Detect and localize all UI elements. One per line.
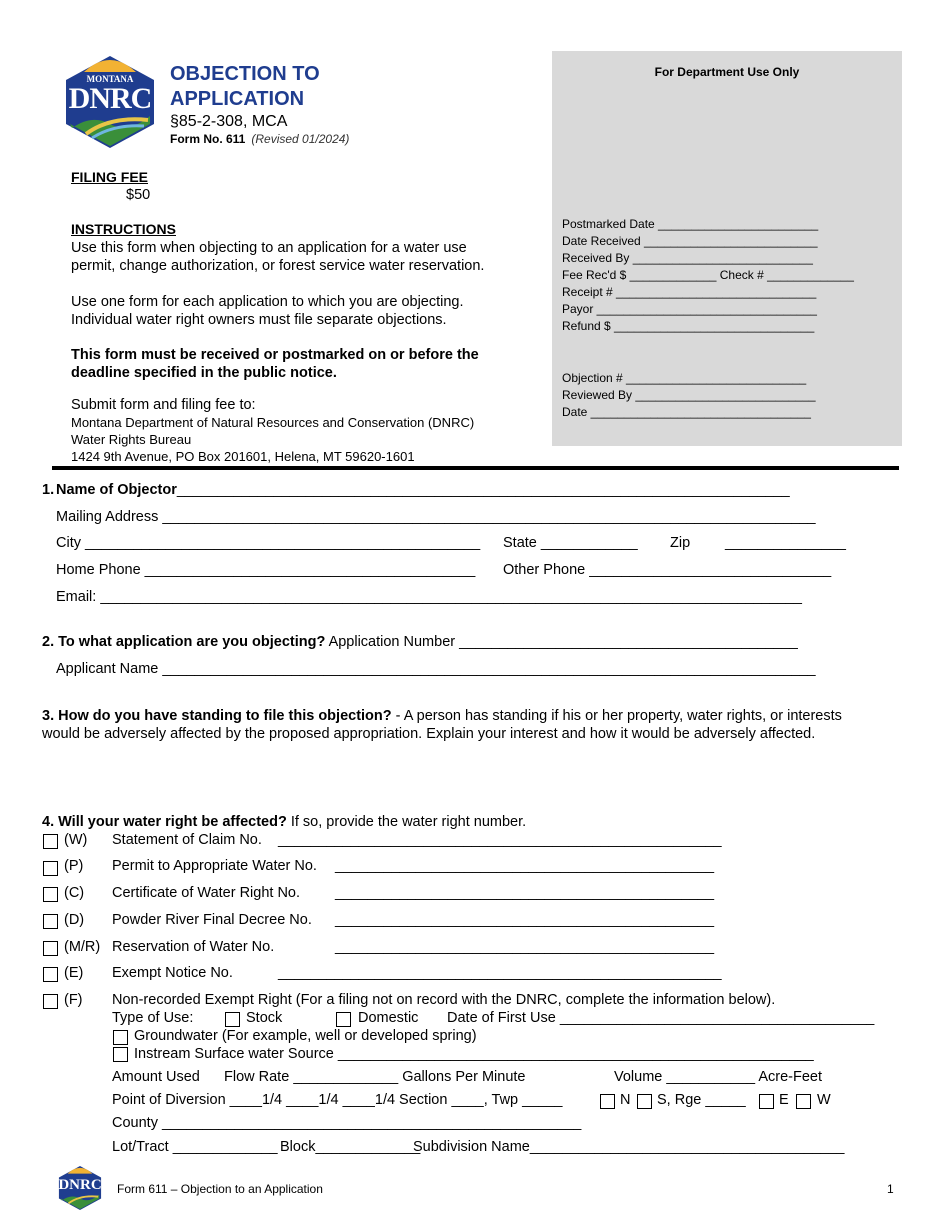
field-statement-of-claim[interactable]: _______________________________________________________: [278, 832, 722, 848]
dept-date-received[interactable]: Date Received __________________________: [562, 234, 818, 248]
application-number-field[interactable]: __________________________________________: [459, 634, 798, 650]
code-e: (E): [64, 965, 84, 981]
checkbox-w[interactable]: [43, 834, 58, 849]
checkbox-f[interactable]: [43, 994, 58, 1009]
groundwater-label: Groundwater (For example, well or developed spring): [134, 1028, 477, 1044]
date-first-use-label: Date of First Use: [447, 1010, 556, 1026]
checkbox-s[interactable]: [637, 1094, 652, 1109]
address-line-2: Water Rights Bureau: [71, 432, 192, 447]
code-w: (W): [64, 832, 88, 848]
state-field[interactable]: ____________: [540, 535, 638, 551]
footer-text: Form 611 – Objection to an Application: [117, 1182, 323, 1196]
mailing-address-block: [71, 414, 474, 465]
checkbox-groundwater[interactable]: [113, 1030, 128, 1045]
checkbox-e[interactable]: [43, 967, 58, 982]
state-label: State: [503, 535, 537, 551]
type-of-use-label: Type of Use:: [112, 1010, 194, 1026]
section-divider: [52, 466, 899, 470]
filing-fee-amount: $50: [126, 187, 151, 203]
instructions-p2: [71, 293, 464, 329]
instructions-p3-line2: deadline specified in the public notice.: [71, 365, 337, 381]
county-field[interactable]: ____________________________________________________: [161, 1115, 582, 1131]
flow-rate-label: Flow Rate: [224, 1069, 290, 1085]
section3-line1: [42, 707, 842, 725]
pod-qq2-field[interactable]: ____: [286, 1092, 319, 1108]
city-field[interactable]: _________________________________________________: [85, 535, 481, 551]
code-p: (P): [64, 858, 84, 874]
instructions-p3-line1: This form must be received or postmarked on or before the: [71, 347, 479, 363]
pod-row: [112, 1092, 562, 1108]
instructions-p3: [71, 346, 479, 382]
city-row: [56, 535, 480, 551]
home-phone-label: Home Phone: [56, 562, 141, 578]
dept-postmarked-date[interactable]: Postmarked Date ________________________: [562, 217, 819, 231]
section1-number: 1.: [42, 482, 55, 498]
subdivision-label: Subdivision Name: [413, 1139, 530, 1155]
dnrc-logo: [62, 54, 158, 150]
pod-label: Point of Diversion: [112, 1092, 226, 1108]
volume-field[interactable]: ___________: [666, 1069, 756, 1085]
dept-received-by[interactable]: Received By ___________________________: [562, 251, 813, 265]
section3-text1: - A person has standing if his or her property, water rights, or interests: [391, 708, 842, 724]
other-phone-label: Other Phone: [503, 562, 586, 578]
lot-label: Lot/Tract: [112, 1139, 169, 1155]
label-powder-river: Powder River Final Decree No.: [112, 912, 312, 928]
address-line-3: 1424 9th Avenue, PO Box 201601, Helena, MT 59620-1601: [71, 449, 415, 464]
field-powder-river[interactable]: _______________________________________________: [335, 912, 715, 928]
flow-rate-field[interactable]: _____________: [293, 1069, 399, 1085]
checkbox-instream[interactable]: [113, 1047, 128, 1062]
statute: §85-2-308, MCA: [170, 113, 288, 130]
section4-header: [42, 814, 526, 830]
title-line-2: APPLICATION: [170, 88, 305, 110]
pod-q2: 1/4: [318, 1092, 339, 1108]
other-phone-field[interactable]: ______________________________: [589, 562, 832, 578]
dept-reviewed-by[interactable]: Reviewed By ___________________________: [562, 388, 816, 402]
title-line-1: OBJECTION TO: [170, 63, 320, 85]
instream-row: [134, 1046, 814, 1062]
instream-label: Instream Surface water Source: [134, 1046, 334, 1062]
block-row: [280, 1139, 420, 1155]
form-title: [170, 62, 320, 112]
volume-label: Volume: [614, 1069, 663, 1085]
home-phone-row: [56, 562, 475, 578]
section3-answer-area[interactable]: [42, 745, 899, 805]
department-use-box: [552, 51, 902, 446]
applicant-name-row: [56, 661, 816, 677]
code-f: (F): [64, 992, 83, 1008]
code-d: (D): [64, 912, 85, 928]
subdivision-row: [413, 1139, 844, 1155]
pod-qq3-field[interactable]: ____: [342, 1092, 375, 1108]
zip-label: Zip: [670, 535, 691, 551]
footer-logo-text: DNRC: [58, 1177, 102, 1193]
section4-question: 4. Will your water right be affected?: [42, 814, 287, 830]
checkbox-mr[interactable]: [43, 941, 58, 956]
instructions-p2-line2: Individual water right owners must file separate objections.: [71, 312, 447, 328]
field-exempt-notice[interactable]: _______________________________________________________: [278, 965, 722, 981]
dept-receipt[interactable]: Receipt # ______________________________: [562, 285, 817, 299]
rge-field[interactable]: _____: [705, 1092, 746, 1108]
checkbox-east[interactable]: [759, 1094, 774, 1109]
lot-field[interactable]: _____________: [172, 1139, 278, 1155]
dept-payor[interactable]: Payor _________________________________: [562, 302, 817, 316]
mailing-address-field[interactable]: _________________________________________________________________________________: [162, 509, 816, 525]
subdivision-field[interactable]: _______________________________________: [529, 1139, 845, 1155]
section3-question: 3. How do you have standing to file this objection?: [42, 708, 392, 724]
field-certificate[interactable]: _______________________________________________: [335, 885, 715, 901]
stock-label: Stock: [246, 1010, 283, 1026]
applicant-name-field[interactable]: _________________________________________________________________________________: [162, 661, 816, 677]
label-non-recorded-exempt: Non-recorded Exempt Right (For a filing not on record with the DNRC, complete the information below).: [112, 992, 776, 1008]
label-permit: Permit to Appropriate Water No.: [112, 858, 317, 874]
city-label: City: [56, 535, 81, 551]
dept-refund[interactable]: Refund $ ______________________________: [562, 319, 815, 333]
amount-used-label: Amount Used: [112, 1069, 200, 1085]
instructions-p1-line1: Use this form when objecting to an application for a water use: [71, 240, 467, 256]
instructions-p1-line2: permit, change authorization, or forest service water reservation.: [71, 258, 485, 274]
objector-name-label: Name of Objector: [56, 482, 177, 498]
checkbox-p[interactable]: [43, 861, 58, 876]
department-use-title: For Department Use Only: [654, 65, 800, 79]
application-number-label: Application Number: [328, 634, 456, 650]
instructions-p2-line1: Use one form for each application to which you are objecting.: [71, 294, 464, 310]
label-statement-of-claim: Statement of Claim No.: [112, 832, 262, 848]
section2-row: [42, 634, 798, 650]
domestic-label: Domestic: [358, 1010, 419, 1026]
instructions-p1: [71, 239, 484, 275]
logo-text-main: DNRC: [68, 82, 152, 115]
label-certificate: Certificate of Water Right No.: [112, 885, 301, 901]
w-label: W: [817, 1092, 831, 1108]
section3: [42, 707, 842, 743]
page-number: 1: [887, 1182, 894, 1196]
applicant-name-label: Applicant Name: [56, 661, 159, 677]
objector-name-row: [56, 482, 790, 498]
acre-feet-label: Acre-Feet: [758, 1069, 823, 1085]
section3-text2: would be adversely affected by the proposed appropriation. Explain your interest and how it would be adversely affected.: [42, 726, 816, 742]
zip-field[interactable]: _______________: [725, 535, 846, 551]
pod-qq1-field[interactable]: ____: [229, 1092, 262, 1108]
mailing-address-label: Mailing Address: [56, 509, 159, 525]
dept-objection-number[interactable]: Objection # ___________________________: [562, 371, 807, 385]
email-row: [56, 589, 802, 605]
s-rge-label: S, Rge: [657, 1092, 702, 1108]
footer-logo: [56, 1165, 104, 1211]
dept-date[interactable]: Date _________________________________: [562, 405, 811, 419]
checkbox-west[interactable]: [796, 1094, 811, 1109]
checkbox-d[interactable]: [43, 914, 58, 929]
lot-row: [112, 1139, 278, 1155]
state-row: [503, 535, 638, 551]
label-exempt-notice: Exempt Notice No.: [112, 965, 233, 981]
block-field[interactable]: _____________: [315, 1139, 421, 1155]
s-rge-row: [657, 1092, 746, 1108]
other-phone-row: [503, 562, 831, 578]
submit-label: Submit form and filing fee to:: [71, 397, 256, 413]
checkbox-c[interactable]: [43, 887, 58, 902]
dept-fee-check[interactable]: Fee Rec'd $ _____________ Check # _____________: [562, 268, 854, 282]
pod-twp-field[interactable]: _____: [522, 1092, 563, 1108]
pod-q1: 1/4: [261, 1092, 283, 1108]
pod-section-field[interactable]: ____: [451, 1092, 484, 1108]
volume-row: [614, 1069, 822, 1085]
n-label: N: [620, 1092, 631, 1108]
section2-question: 2. To what application are you objecting?: [42, 634, 326, 650]
pod-q3: 1/4 Section: [374, 1092, 448, 1108]
mailing-address-row: [56, 509, 816, 525]
form-number: [170, 132, 349, 146]
field-reservation[interactable]: _______________________________________________: [335, 939, 715, 955]
flow-rate-row: [224, 1069, 526, 1085]
date-first-use-row: [447, 1010, 874, 1026]
field-permit[interactable]: _______________________________________________: [335, 858, 715, 874]
checkbox-stock[interactable]: [225, 1012, 240, 1027]
logo-text-top: MONTANA: [86, 74, 134, 84]
checkbox-n[interactable]: [600, 1094, 615, 1109]
home-phone-field[interactable]: _________________________________________: [144, 562, 476, 578]
county-row: [112, 1115, 581, 1131]
revised-date: (Revised 01/2024): [251, 132, 350, 146]
instream-field[interactable]: ___________________________________________________________: [337, 1046, 814, 1062]
instructions-heading: INSTRUCTIONS: [71, 221, 176, 237]
objector-name-field[interactable]: ____________________________________________________________________________: [176, 482, 790, 498]
e-label: E: [779, 1092, 789, 1108]
filing-fee-heading: FILING FEE: [71, 169, 148, 185]
form-no: Form No. 611: [170, 132, 246, 146]
code-mr: (M/R): [64, 939, 101, 955]
code-c: (C): [64, 885, 85, 901]
address-line-1: Montana Department of Natural Resources and Conservation (DNRC): [71, 415, 475, 430]
block-label: Block: [280, 1139, 316, 1155]
section4-text: If so, provide the water right number.: [286, 814, 527, 830]
gpm-label: Gallons Per Minute: [402, 1069, 526, 1085]
date-first-use-field[interactable]: _______________________________________: [559, 1010, 875, 1026]
county-label: County: [112, 1115, 158, 1131]
email-label: Email:: [56, 589, 97, 605]
checkbox-domestic[interactable]: [336, 1012, 351, 1027]
pod-twp-label: , Twp: [483, 1092, 519, 1108]
email-field[interactable]: _______________________________________________________________________________________: [100, 589, 802, 605]
label-reservation: Reservation of Water No.: [112, 939, 275, 955]
